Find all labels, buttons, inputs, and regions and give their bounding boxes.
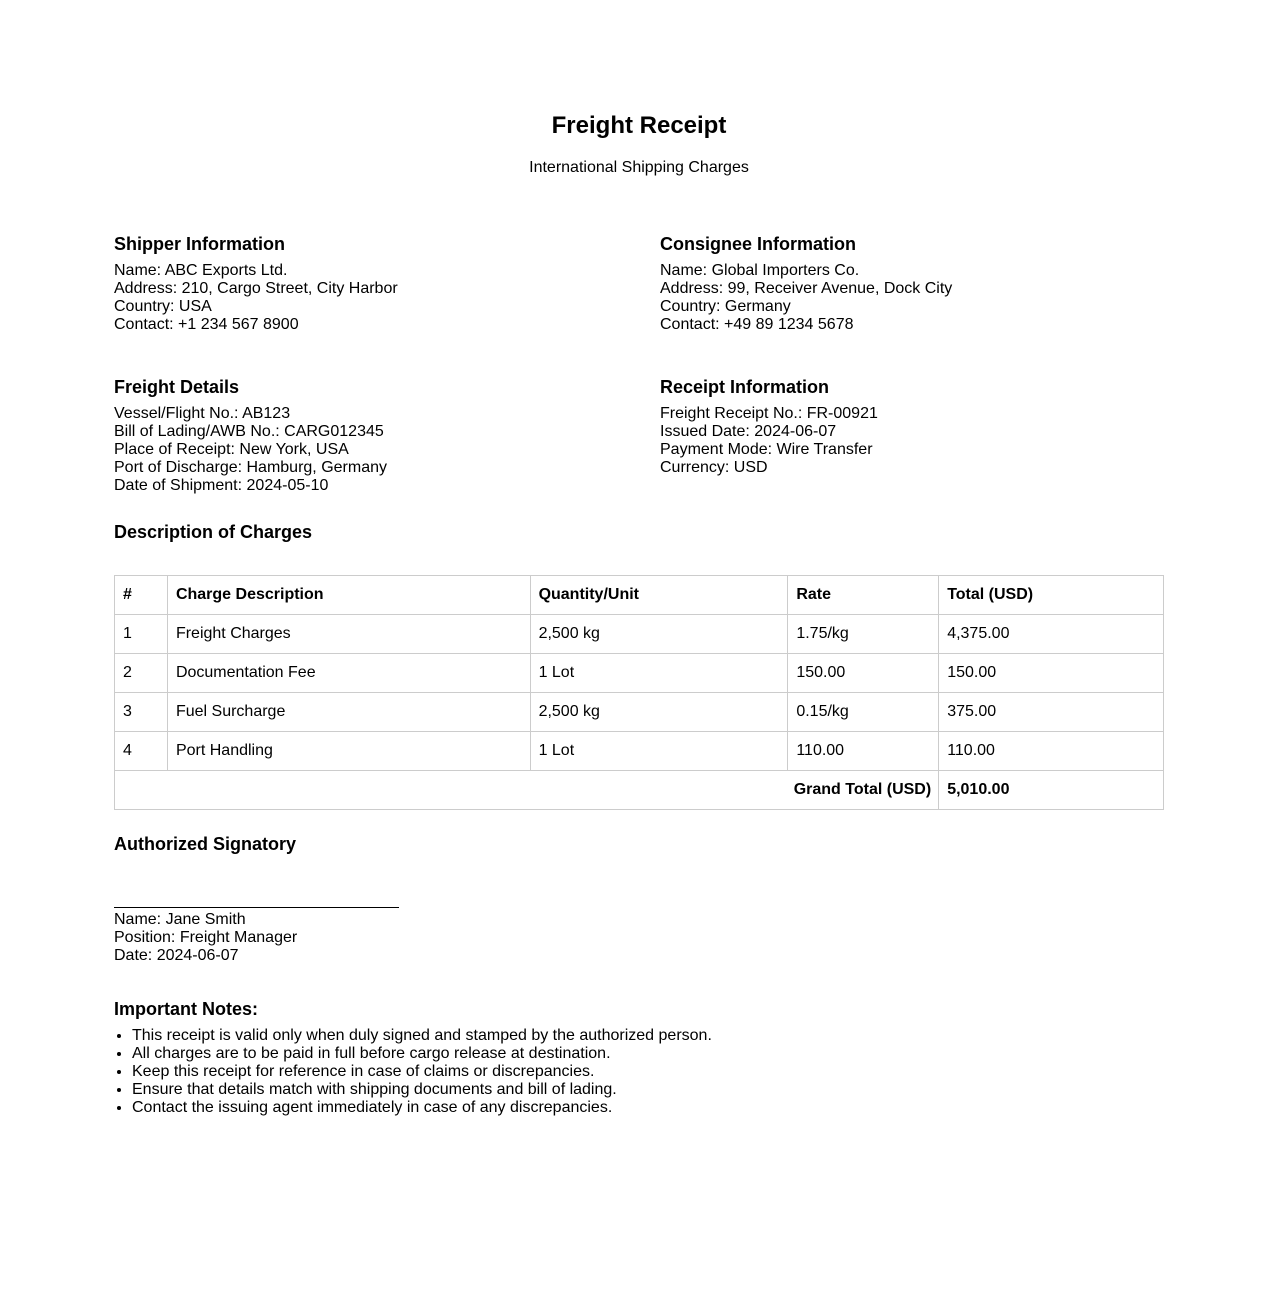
- column-header-quantity: Quantity/Unit: [530, 576, 788, 615]
- shipper-contact: Contact: +1 234 567 8900: [114, 316, 299, 333]
- port-of-discharge: Port of Discharge: Hamburg, Germany: [114, 459, 387, 476]
- list-item: • All charges are to be paid in full before cargo release at destination.: [132, 1045, 712, 1063]
- place-of-receipt: Place of Receipt: New York, USA: [114, 441, 349, 458]
- consignee-country: Country: Germany: [660, 298, 791, 315]
- signatory-heading: Authorized Signatory: [114, 834, 297, 854]
- row-number: 2: [115, 654, 168, 693]
- receipt-info-heading: Receipt Information: [660, 377, 830, 397]
- page-title: Freight Receipt: [551, 112, 727, 139]
- receipt-header: [0, 111, 1278, 178]
- consignee-heading: Consignee Information: [660, 234, 857, 254]
- currency: Currency: USD: [660, 459, 768, 476]
- charge-description: Port Handling: [167, 732, 530, 771]
- charge-total: 375.00: [939, 693, 1164, 732]
- charge-rate: 1.75/kg: [788, 615, 939, 654]
- charge-total: 150.00: [939, 654, 1164, 693]
- table-row: [115, 732, 1164, 771]
- freight-receipt-number: Freight Receipt No.: FR-00921: [660, 405, 878, 422]
- issued-date: Issued Date: 2024-06-07: [660, 423, 837, 440]
- charges-table: [114, 575, 1164, 810]
- shipper-heading: Shipper Information: [114, 234, 285, 254]
- notes-section: [114, 998, 712, 1117]
- row-number: 1: [115, 615, 168, 654]
- table-row: [115, 615, 1164, 654]
- grand-total-label: Grand Total (USD): [115, 771, 939, 810]
- signatory-name: Name: Jane Smith: [114, 911, 246, 928]
- charges-heading: Description of Charges: [114, 522, 313, 542]
- freight-details-heading: Freight Details: [114, 377, 240, 397]
- notes-list: [114, 1027, 712, 1117]
- list-item: • Keep this receipt for reference in case of claims or discrepancies.: [132, 1063, 712, 1081]
- freight-details-section: [114, 376, 387, 495]
- notes-heading: Important Notes:: [114, 999, 258, 1019]
- grand-total-value: 5,010.00: [939, 771, 1164, 810]
- signature-line: [114, 907, 399, 908]
- receipt-info-section: [660, 376, 878, 477]
- signatory-position: Position: Freight Manager: [114, 929, 298, 946]
- consignee-section: [660, 233, 952, 334]
- charge-quantity: 1 Lot: [530, 654, 788, 693]
- list-item: • This receipt is valid only when duly signed and stamped by the authorized person.: [132, 1027, 712, 1045]
- charge-rate: 150.00: [788, 654, 939, 693]
- table-row: [115, 693, 1164, 732]
- signatory-date: Date: 2024-06-07: [114, 947, 239, 964]
- table-row: [115, 654, 1164, 693]
- charge-quantity: 2,500 kg: [530, 615, 788, 654]
- charge-rate: 110.00: [788, 732, 939, 771]
- charges-heading-block: [114, 521, 312, 550]
- page-subtitle: International Shipping Charges: [529, 159, 749, 176]
- charge-quantity: 2,500 kg: [530, 693, 788, 732]
- charge-total: 4,375.00: [939, 615, 1164, 654]
- list-item: • Ensure that details match with shipping documents and bill of lading.: [132, 1081, 712, 1099]
- table-header-row: [115, 576, 1164, 615]
- column-header-description: Charge Description: [167, 576, 530, 615]
- vessel-flight-number: Vessel/Flight No.: AB123: [114, 405, 291, 422]
- date-of-shipment: Date of Shipment: 2024-05-10: [114, 477, 329, 494]
- list-item: • Contact the issuing agent immediately in case of any discrepancies.: [132, 1099, 712, 1117]
- shipper-section: [114, 233, 398, 334]
- bill-of-lading-number: Bill of Lading/AWB No.: CARG012345: [114, 423, 384, 440]
- shipper-country: Country: USA: [114, 298, 212, 315]
- shipper-address: Address: 210, Cargo Street, City Harbor: [114, 280, 398, 297]
- row-number: 3: [115, 693, 168, 732]
- signatory-section: [114, 833, 399, 965]
- consignee-contact: Contact: +49 89 1234 5678: [660, 316, 854, 333]
- charge-description: Fuel Surcharge: [167, 693, 530, 732]
- charge-description: Documentation Fee: [167, 654, 530, 693]
- column-header-total: Total (USD): [939, 576, 1164, 615]
- column-header-number: #: [115, 576, 168, 615]
- column-header-rate: Rate: [788, 576, 939, 615]
- charge-total: 110.00: [939, 732, 1164, 771]
- grand-total-row: [115, 771, 1164, 810]
- shipper-name: Name: ABC Exports Ltd.: [114, 262, 288, 279]
- charge-rate: 0.15/kg: [788, 693, 939, 732]
- consignee-address: Address: 99, Receiver Avenue, Dock City: [660, 280, 953, 297]
- charge-description: Freight Charges: [167, 615, 530, 654]
- payment-mode: Payment Mode: Wire Transfer: [660, 441, 873, 458]
- charge-quantity: 1 Lot: [530, 732, 788, 771]
- consignee-name: Name: Global Importers Co.: [660, 262, 860, 279]
- row-number: 4: [115, 732, 168, 771]
